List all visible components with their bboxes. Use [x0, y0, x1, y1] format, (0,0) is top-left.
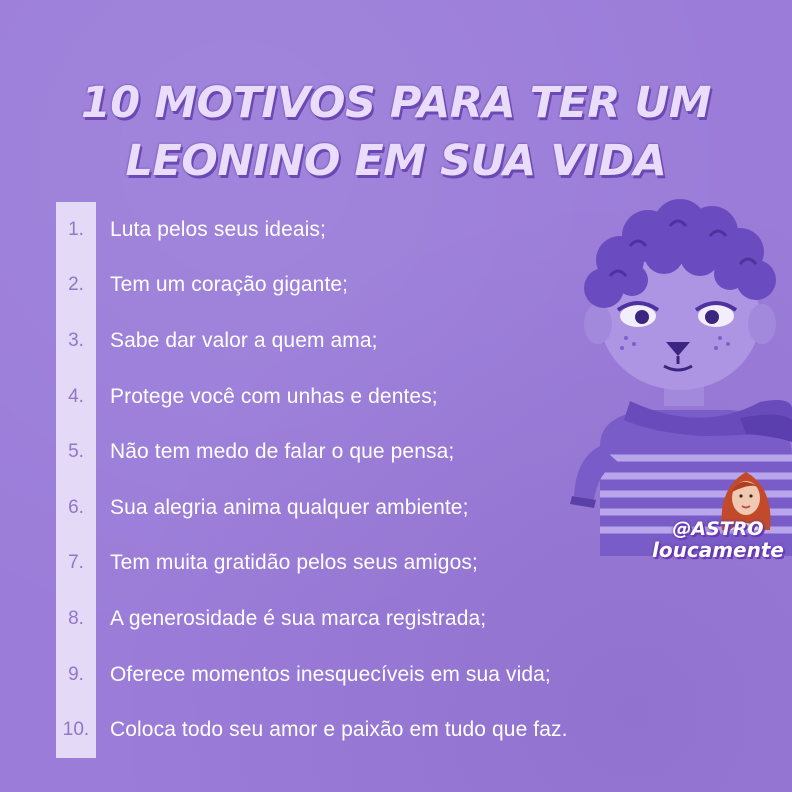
list-item [56, 647, 551, 703]
brand-name: loucamente [652, 538, 784, 562]
list-item [56, 313, 378, 369]
item-number: 4. [68, 385, 84, 407]
item-number: 10. [62, 719, 90, 741]
list-item [56, 480, 469, 536]
list-item [56, 202, 326, 258]
item-text: Luta pelos seus ideais; [110, 217, 326, 241]
list-item [56, 369, 438, 425]
item-text: Oferece momentos inesquecíveis em sua vida; [110, 662, 551, 686]
list-item [56, 424, 455, 480]
list-item [56, 702, 568, 758]
item-text: A generosidade é sua marca registrada; [110, 606, 487, 630]
reasons-list [56, 202, 568, 758]
brand-handle: @ASTRO [672, 518, 764, 540]
list-item [56, 536, 478, 592]
item-number: 7. [68, 552, 84, 574]
item-text: Coloca todo seu amor e paixão em tudo que faz. [110, 718, 568, 742]
item-number: 8. [68, 607, 84, 629]
item-text: Não tem medo de falar o que pensa; [110, 440, 455, 464]
list-item [56, 591, 487, 647]
item-number: 2. [68, 274, 84, 296]
item-text: Tem muita gratidão pelos seus amigos; [110, 551, 478, 575]
list-item [56, 258, 349, 314]
item-number: 1. [68, 218, 84, 240]
item-number: 3. [68, 329, 84, 351]
astroloucamente-watermark [644, 468, 792, 572]
page-title [0, 74, 792, 190]
item-number: 5. [68, 441, 84, 463]
item-text: Sabe dar valor a quem ama; [110, 328, 378, 352]
title-line-1: 10 MOTIVOS PARA TER UM [80, 78, 712, 128]
item-text: Tem um coração gigante; [110, 273, 349, 297]
title-line-2: LEONINO EM SUA VIDA [125, 136, 667, 186]
item-text: Protege você com unhas e dentes; [110, 384, 438, 408]
item-number: 9. [68, 663, 84, 685]
item-text: Sua alegria anima qualquer ambiente; [110, 495, 469, 519]
item-number: 6. [68, 496, 84, 518]
